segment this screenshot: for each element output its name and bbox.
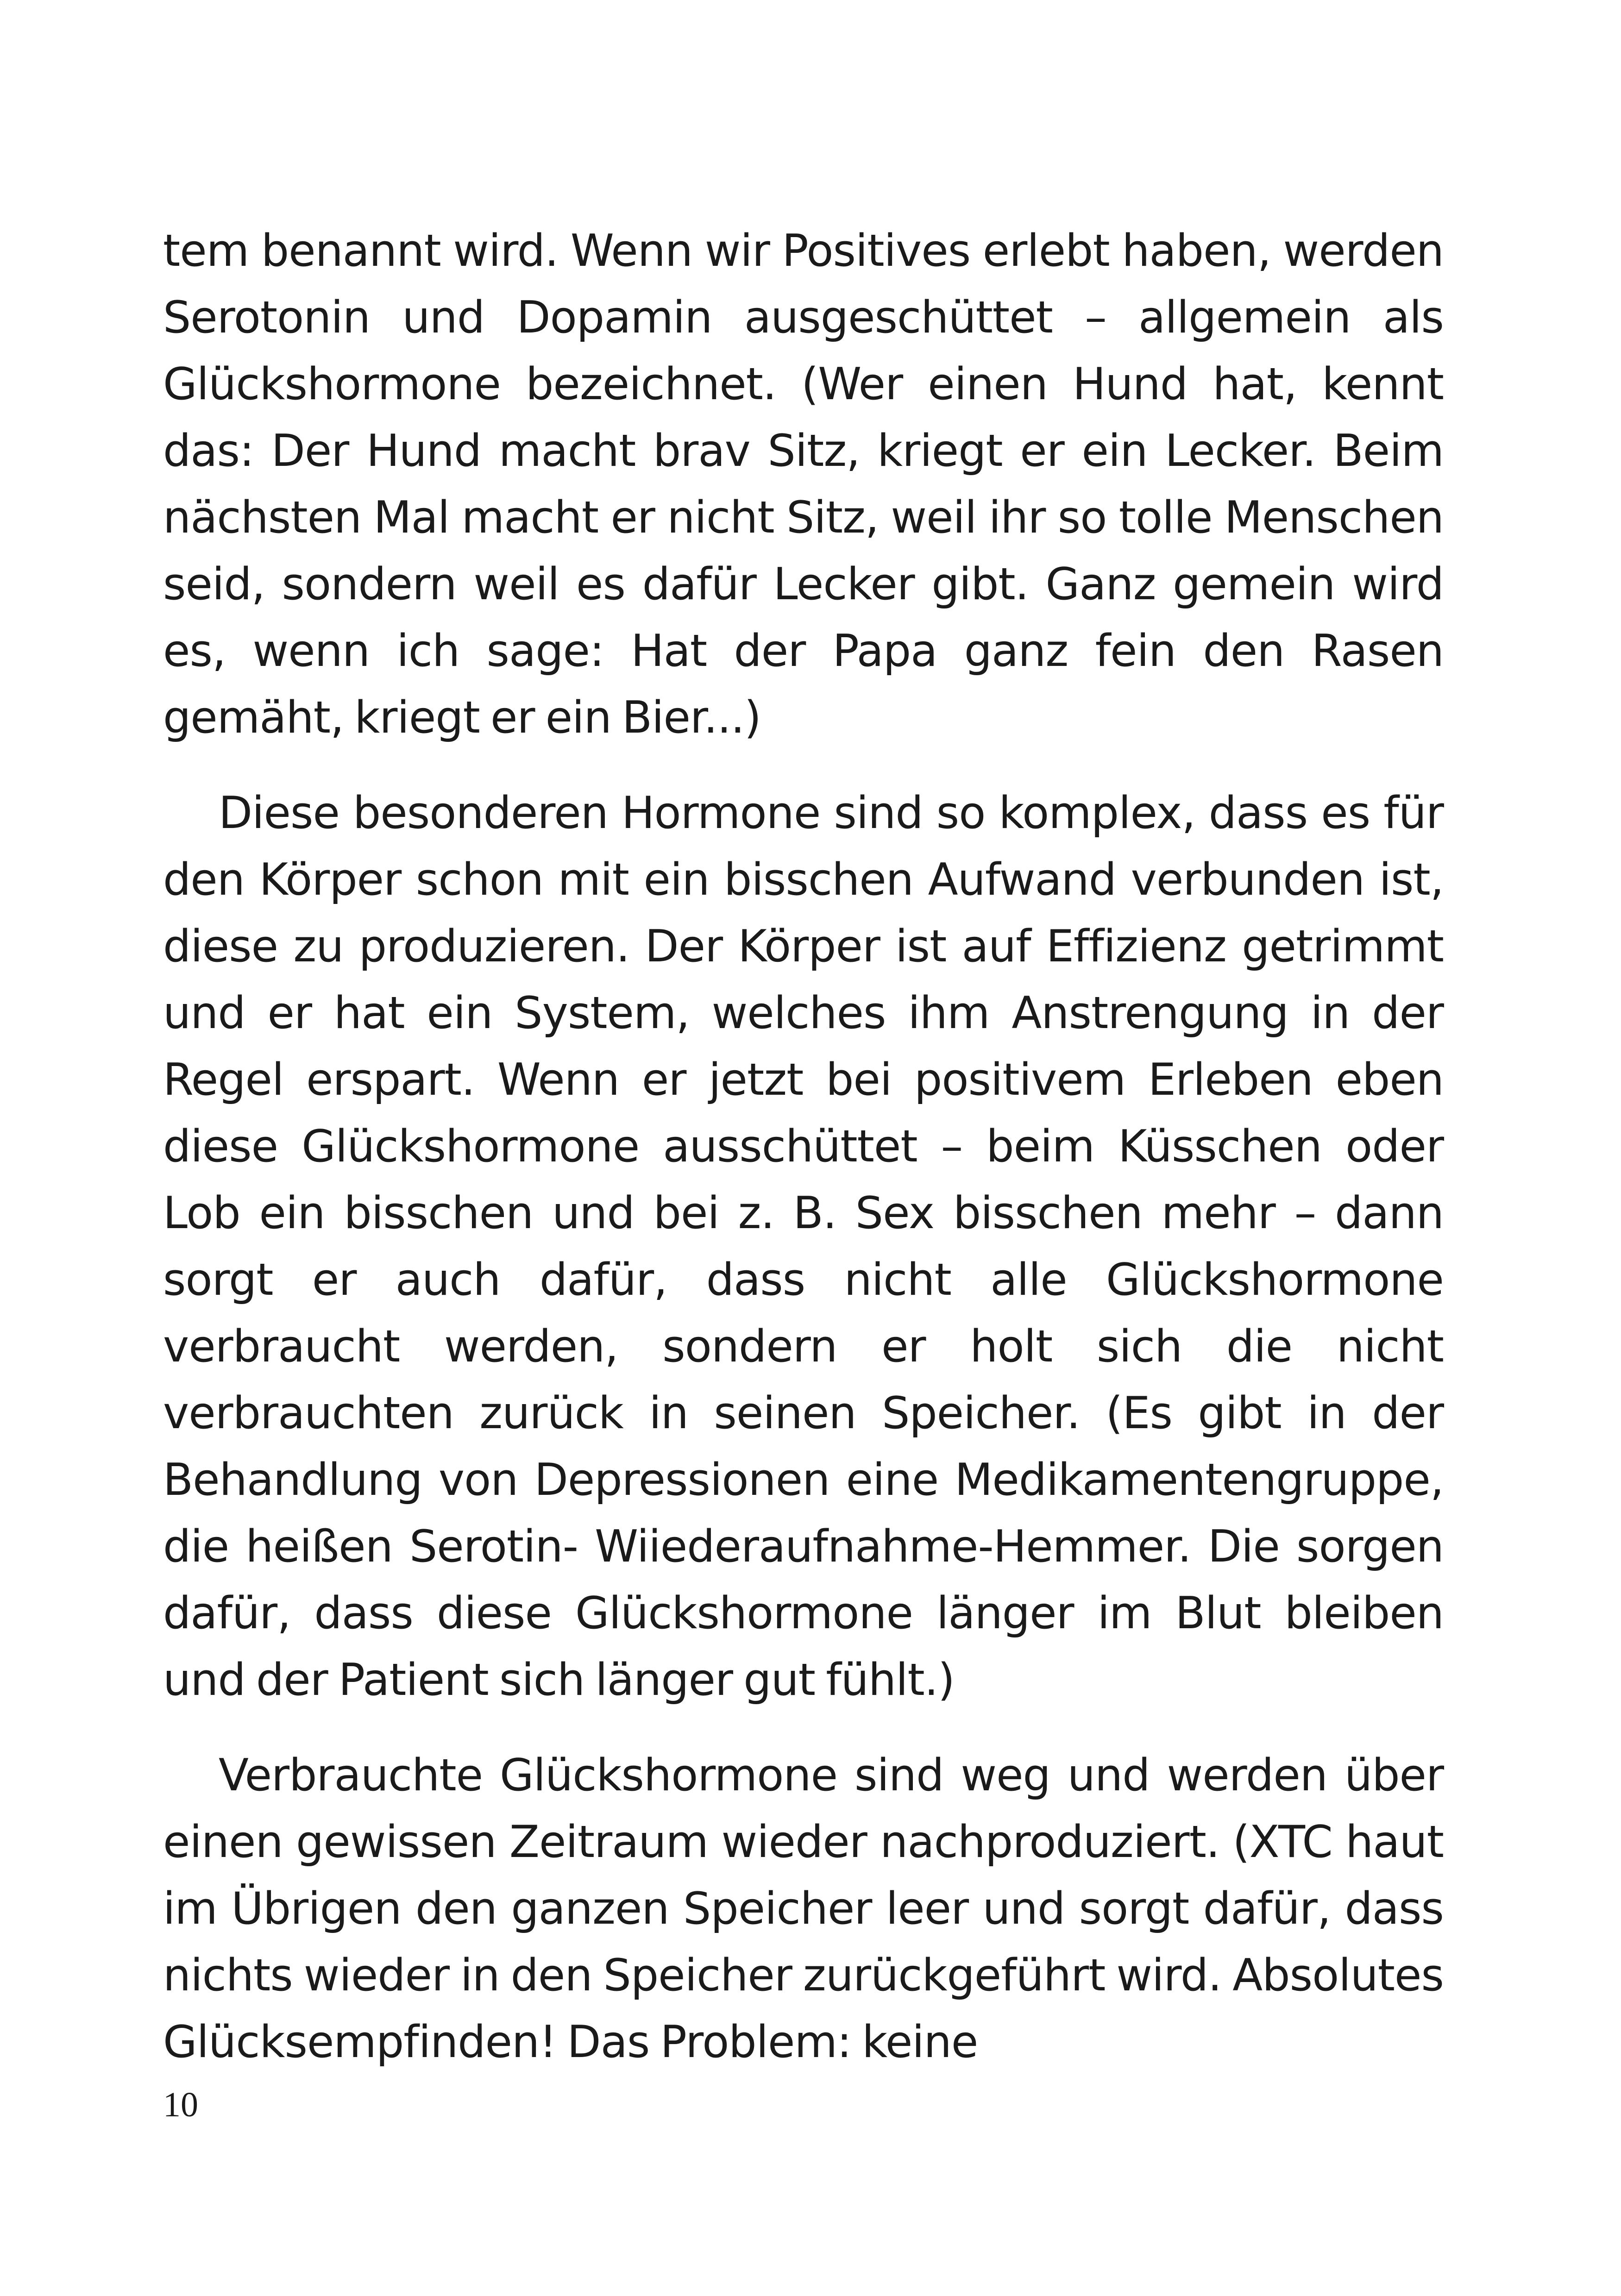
page-number: 10	[163, 2085, 198, 2124]
paragraph-2: Diese besonderen Hormone sind so komplex, dass es für den Körper schon mit ein bisschen Aufwand verbunden ist, diese zu produzieren. Der Körper ist auf Effizienz getrimmt und er hat ein System, welches ihm Anstrengung in der Regel erspart. Wenn er jetzt bei positivem Erleben eben diese Glückshormone ausschüttet – beim Küsschen oder Lob ein bisschen und bei z. B. Sex bisschen mehr – dann sorgt er auch dafür, dass nicht alle Glückshormone verbraucht werden, sondern er holt sich die nicht verbrauchten zurück in seinen Speicher. (Es gibt in der Behandlung von Depressionen eine Medikamentengruppe, die heißen Serotin- Wiiederaufnahme-Hemmer. Die sorgen dafür, dass diese Glückshormone länger im Blut bleiben und der Patient sich länger gut fühlt.)	[163, 788, 1444, 1706]
paragraph-1: tem benannt wird. Wenn wir Positives erlebt haben, werden Serotonin und Dopamin ausgeschüttet – allgemein als Glückshormone bezeichnet. (Wer einen Hund hat, kennt das: Der Hund macht brav Sitz, kriegt er ein Lecker. Beim nächsten Mal macht er nicht Sitz, weil ihr so tolle Menschen seid, sondern weil es dafür Lecker gibt. Ganz gemein wird es, wenn ich sage: Hat der Papa ganz fein den Rasen gemäht, kriegt er ein Bier...)	[163, 226, 1444, 743]
paragraph-3: Verbrauchte Glückshormone sind weg und werden über einen gewissen Zeitraum wieder nachproduziert. (XTC haut im Übrigen den ganzen Speicher leer und sorgt dafür, dass nichts wieder in den Speicher zurückgeführt wird. Absolutes Glücksempfinden! Das Problem: keine	[163, 1750, 1444, 2068]
body-text	[163, 218, 1444, 2076]
